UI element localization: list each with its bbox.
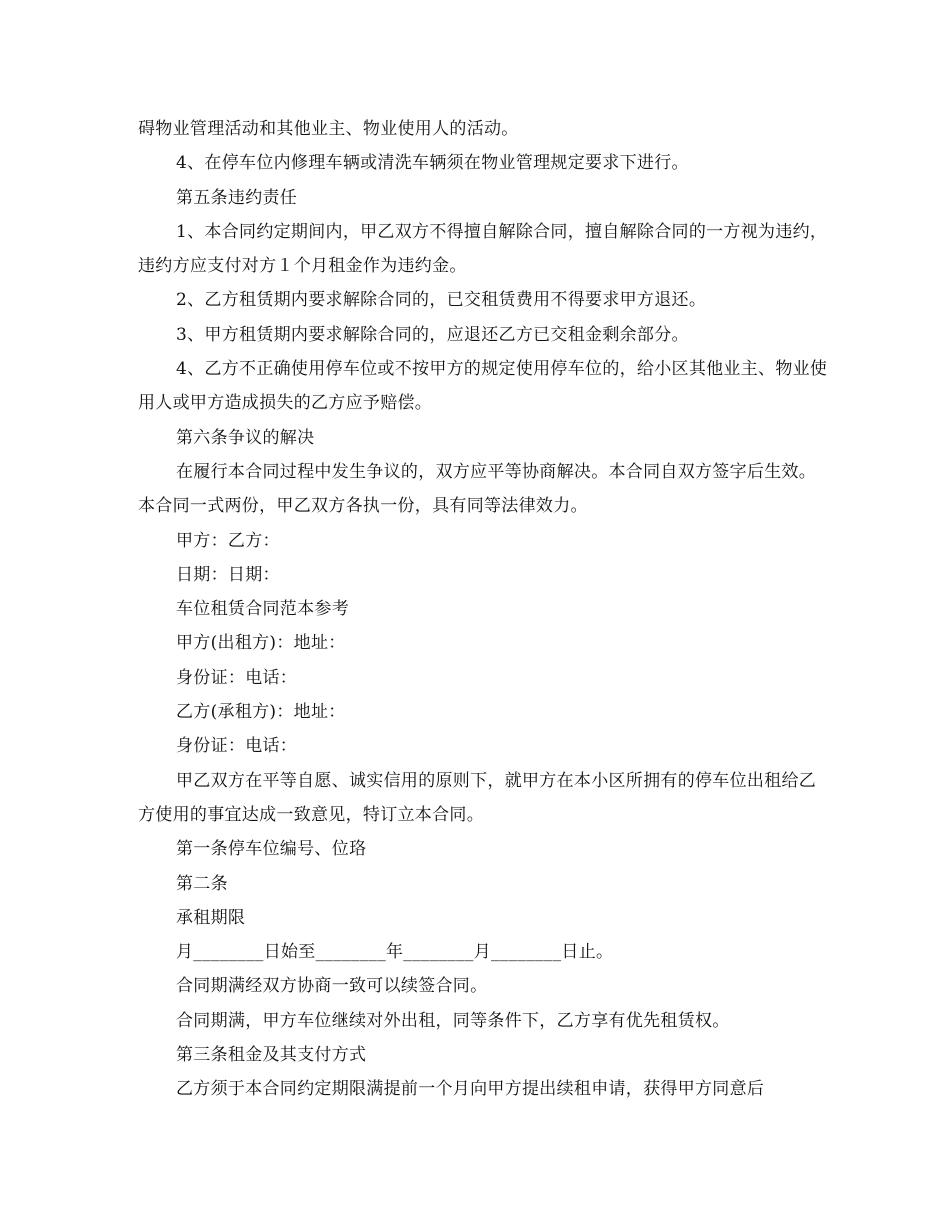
document-body: [138, 112, 828, 1107]
paragraph: 第二条: [176, 873, 228, 894]
paragraph: 3、甲方租赁期内要求解除合同的，应退还乙方已交租金剩余部分。: [176, 324, 689, 345]
paragraph: 承租期限: [176, 907, 246, 928]
paragraph: 月________日始至________年________月________日止。: [176, 942, 614, 963]
paragraph: 身份证：电话：: [176, 667, 298, 688]
paragraph: 日期：日期：: [176, 564, 280, 585]
paragraph: 在履行本合同过程中发生争议的，双方应平等协商解决。本合同自双方签字后生效。本合同一式两份，甲乙双方各执一份，具有同等法律效力。: [138, 461, 817, 517]
paragraph: 4、在停车位内修理车辆或清洗车辆须在物业管理规定要求下进行。: [176, 153, 689, 174]
paragraph: 1、本合同约定期间内，甲乙双方不得擅自解除合同，擅自解除合同的一方视为违约，违约方应支付对方１个月租金作为违约金。: [138, 221, 828, 277]
paragraph: 4、乙方不正确使用停车位或不按甲方的规定使用停车位的，给小区其他业主、物业使用人或甲方造成损失的乙方应予赔偿。: [138, 359, 828, 414]
paragraph: 乙方须于本合同约定期限满提前一个月向甲方提出续租申请，获得甲方同意后: [176, 1079, 765, 1100]
paragraph: 第一条停车位编号、位珞: [176, 839, 367, 860]
paragraph: 甲乙双方在平等自愿、诚实信用的原则下，就甲方在本小区所拥有的停车位出租给乙方使用的事宜达成一致意见，特订立本合同。: [138, 770, 817, 825]
paragraph: 车位租赁合同范本参考: [176, 599, 349, 620]
paragraph: 合同期满经双方协商一致可以续签合同。: [176, 976, 488, 997]
paragraph: 碍物业管理活动和其他业主、物业使用人的活动。: [138, 119, 519, 139]
paragraph: 2、乙方租赁期内要求解除合同的，已交租赁费用不得要求甲方退还。: [176, 290, 707, 311]
paragraph: 身份证：电话：: [176, 736, 298, 757]
paragraph: 第三条租金及其支付方式: [176, 1045, 367, 1066]
paragraph: 合同期满，甲方车位继续对外出租，同等条件下，乙方享有优先租赁权。: [176, 1010, 730, 1031]
paragraph: 第五条违约责任: [176, 187, 298, 208]
paragraph: 甲方(出租方)：地址：: [176, 633, 346, 654]
paragraph: 乙方(承租方)：地址：: [176, 702, 346, 723]
paragraph: 甲方：乙方：: [176, 530, 280, 551]
paragraph: 第六条争议的解决: [176, 427, 315, 448]
